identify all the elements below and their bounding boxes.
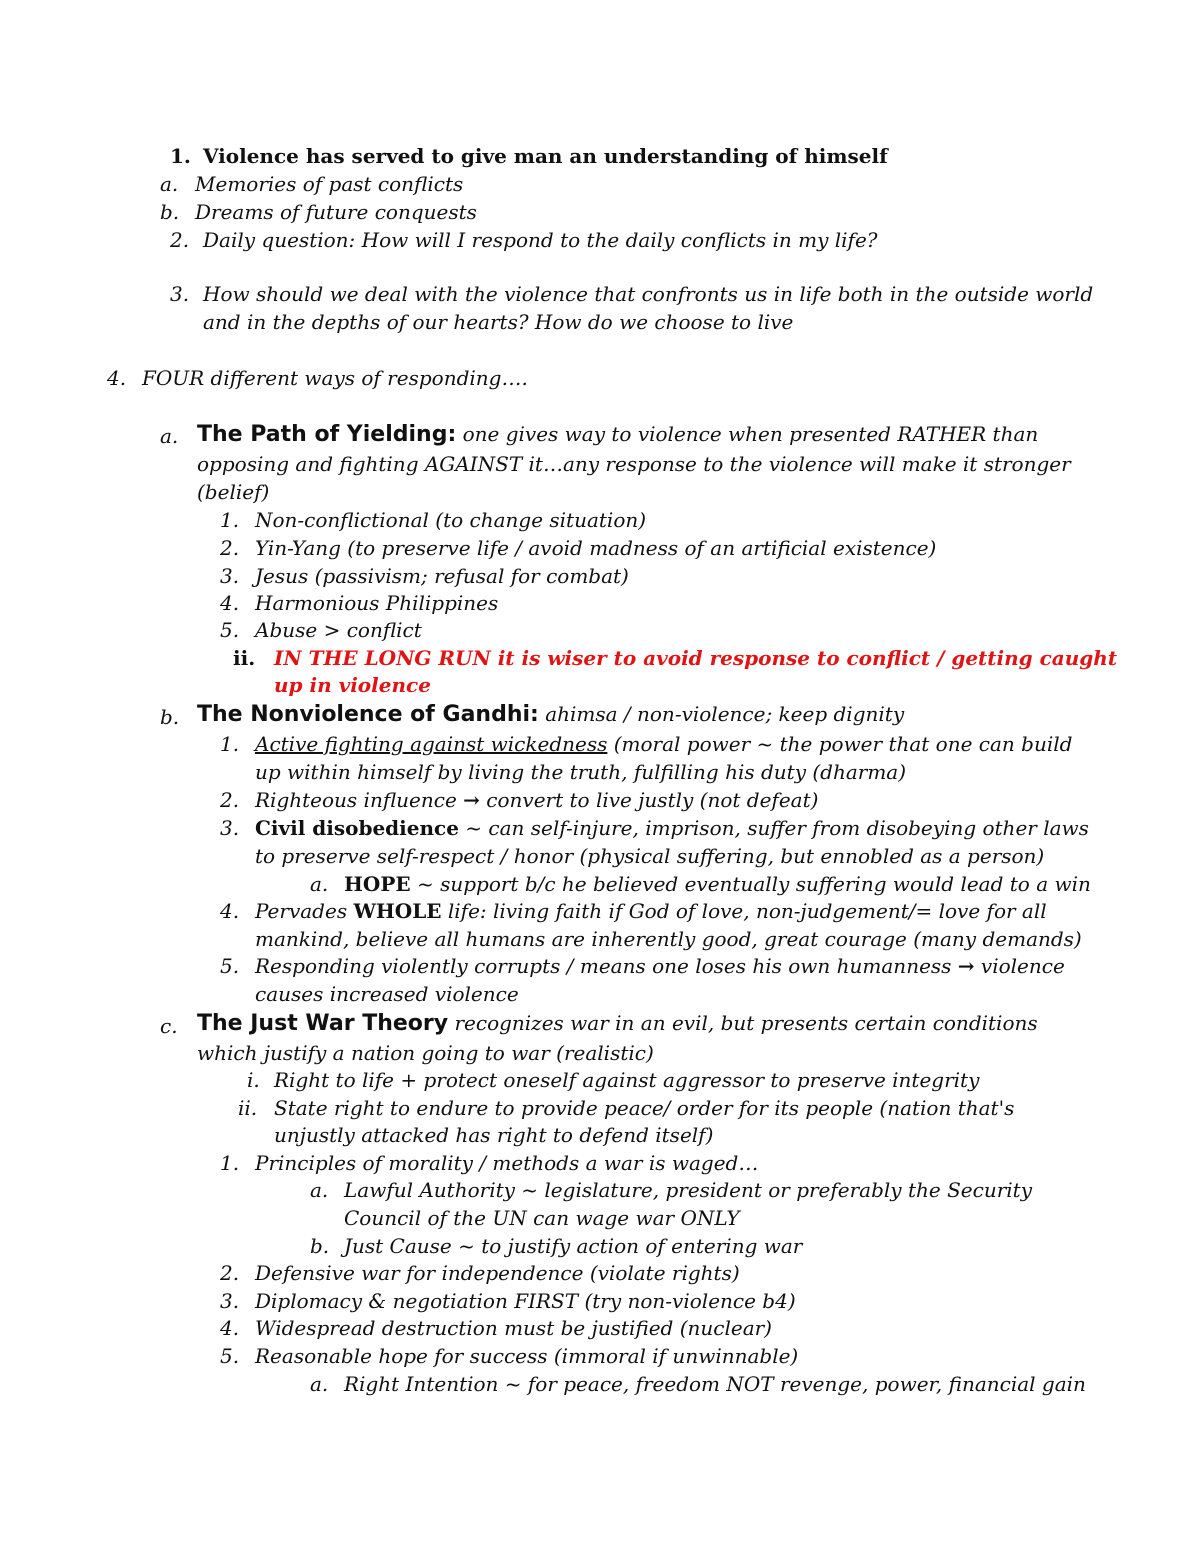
yielding-point-5-marker: 5. <box>220 618 240 642</box>
justwar-point-1a-line-1: Lawful Authority ~ legislature, president or preferably the Security <box>344 1178 1032 1202</box>
gandhi-point-1-marker: 1. <box>220 732 240 756</box>
item-2-text: Daily question: How will I respond to the daily conflicts in my life? <box>203 228 878 252</box>
gandhi-point-4-marker: 4. <box>220 899 240 923</box>
justwar-point-5-marker: 5. <box>220 1344 240 1368</box>
yielding-heading: The Path of Yielding: <box>197 422 457 447</box>
gandhi-point-3a-rest: ~ support b/c he believed eventually suffering would lead to a win <box>410 872 1091 896</box>
justwar-heading: The Just War Theory <box>197 1011 449 1036</box>
gandhi-point-5-marker: 5. <box>220 954 240 978</box>
gandhi-point-4-a: Pervades <box>255 899 354 923</box>
justwar-point-4-marker: 4. <box>220 1316 240 1340</box>
item-1b-text: Dreams of future conquests <box>195 200 477 224</box>
yielding-point-2-text: Yin-Yang (to preserve life / avoid madness of an artificial existence) <box>255 536 937 560</box>
gandhi-marker: b. <box>160 705 180 729</box>
yielding-note-line-1: IN THE LONG RUN it is wiser to avoid response to conflict / getting caught <box>274 646 1118 670</box>
right-arrow-icon: → <box>957 954 975 978</box>
yielding-line-3: (belief) <box>197 480 270 504</box>
gandhi-point-1-line-1 <box>255 731 1072 757</box>
gandhi-point-3a-text <box>344 871 1091 897</box>
yielding-marker: a. <box>160 424 179 448</box>
item-4-text: FOUR different ways of responding…. <box>142 366 528 390</box>
justwar-point-1a-marker: a. <box>310 1178 329 1202</box>
gandhi-point-3-bold: Civil disobedience <box>255 816 459 840</box>
item-3-line-1: How should we deal with the violence that confronts us in life both in the outside world <box>203 282 1094 306</box>
yielding-point-3-marker: 3. <box>220 564 240 588</box>
justwar-right-i-marker: i. <box>247 1068 260 1092</box>
yielding-point-4-text: Harmonious Philippines <box>255 591 499 615</box>
justwar-right-ii-line-1: State right to endure to provide peace/ order for its people (nation that's <box>274 1096 1015 1120</box>
item-4-marker: 4. <box>107 366 127 390</box>
justwar-point-3-marker: 3. <box>220 1289 240 1313</box>
gandhi-point-1-line-2: up within himself by living the truth, fulfilling his duty (dharma) <box>255 760 907 784</box>
gandhi-point-1-rest: (moral power ~ the power that one can build <box>607 732 1073 756</box>
justwar-point-5-text: Reasonable hope for success (immoral if unwinnable) <box>255 1344 799 1368</box>
item-1a-text: Memories of past conflicts <box>195 172 464 196</box>
justwar-point-2-marker: 2. <box>220 1261 240 1285</box>
gandhi-point-3a-marker: a. <box>310 872 329 896</box>
gandhi-point-2-b: convert to live justly (not defeat) <box>479 788 819 812</box>
gandhi-point-5-b: violence <box>974 954 1065 978</box>
gandhi-heading: The Nonviolence of Gandhi: <box>197 702 539 727</box>
justwar-point-1-marker: 1. <box>220 1151 240 1175</box>
item-1a-marker: a. <box>160 172 179 196</box>
gandhi-first-line <box>197 701 904 728</box>
item-3-marker: 3. <box>170 282 190 306</box>
gandhi-point-3-line-2: to preserve self-respect / honor (physical suffering, but ennobled as a person) <box>255 844 1045 868</box>
justwar-line-1: recognizes war in an evil, but presents certain conditions <box>448 1011 1038 1035</box>
justwar-point-1-text: Principles of morality / methods a war is waged… <box>255 1151 759 1175</box>
gandhi-point-4-line-1 <box>255 898 1047 924</box>
justwar-right-ii-line-2: unjustly attacked has right to defend itself) <box>274 1123 714 1147</box>
yielding-line-1: one gives way to violence when presented RATHER than <box>462 422 1039 446</box>
yielding-point-1-text: Non-conflictional (to change situation) <box>255 508 647 532</box>
justwar-point-3-text: Diplomacy & negotiation FIRST (try non-violence b4) <box>255 1289 796 1313</box>
item-1-text: Violence has served to give man an understanding of himself <box>203 144 888 168</box>
gandhi-point-4-line-2: mankind, believe all humans are inherently good, great courage (many demands) <box>255 927 1082 951</box>
gandhi-point-3-line-1 <box>255 815 1089 841</box>
gandhi-point-2-marker: 2. <box>220 788 240 812</box>
yielding-point-5-text: Abuse > conflict <box>255 618 422 642</box>
gandhi-point-4-bold: WHOLE <box>353 899 442 923</box>
justwar-point-1b-text: Just Cause ~ to justify action of entering war <box>344 1234 803 1258</box>
justwar-point-2-text: Defensive war for independence (violate rights) <box>255 1261 740 1285</box>
yielding-first-line <box>197 421 1038 448</box>
gandhi-point-3-rest: ~ can self-injure, imprison, suffer from disobeying other laws <box>458 816 1089 840</box>
justwar-line-2: which justify a nation going to war (realistic) <box>197 1041 654 1065</box>
justwar-right-i-text: Right to life + protect oneself against aggressor to preserve integrity <box>274 1068 980 1092</box>
item-1-marker: 1. <box>170 144 191 168</box>
gandhi-point-2-text <box>255 787 818 813</box>
gandhi-point-4-b: life: living faith if God of love, non-judgement/= love for all <box>441 899 1047 923</box>
item-1b-marker: b. <box>160 200 180 224</box>
justwar-right-ii-marker: ii. <box>238 1096 258 1120</box>
gandhi-point-3a-bold: HOPE <box>344 872 411 896</box>
justwar-point-5a-marker: a. <box>310 1372 329 1396</box>
yielding-point-1-marker: 1. <box>220 508 240 532</box>
yielding-point-2-marker: 2. <box>220 536 240 560</box>
gandhi-point-5-line-2: causes increased violence <box>255 982 519 1006</box>
yielding-note-line-2: up in violence <box>274 673 431 697</box>
justwar-point-1a-line-2: Council of the UN can wage war ONLY <box>344 1206 740 1230</box>
gandhi-point-5-line-1 <box>255 953 1065 979</box>
gandhi-point-2-a: Righteous influence <box>255 788 464 812</box>
gandhi-point-3-marker: 3. <box>220 816 240 840</box>
item-3-line-2: and in the depths of our hearts? How do we choose to live <box>203 310 794 334</box>
justwar-point-1b-marker: b. <box>310 1234 330 1258</box>
yielding-note-marker: ii. <box>233 646 256 670</box>
gandhi-point-5-a: Responding violently corrupts / means one loses his own humanness <box>255 954 958 978</box>
justwar-marker: c. <box>160 1014 178 1038</box>
yielding-point-3-text: Jesus (passivism; refusal for combat) <box>255 564 629 588</box>
justwar-point-5a-text: Right Intention ~ for peace, freedom NOT revenge, power, financial gain <box>344 1372 1086 1396</box>
right-arrow-icon: → <box>463 788 480 812</box>
gandhi-subtitle: ahimsa / non-violence; keep dignity <box>545 702 905 726</box>
justwar-first-line <box>197 1010 1038 1037</box>
justwar-point-4-text: Widespread destruction must be justified (nuclear) <box>255 1316 772 1340</box>
item-2-marker: 2. <box>170 228 190 252</box>
gandhi-point-1-underlined: Active fighting against wickedness <box>255 732 608 756</box>
yielding-point-4-marker: 4. <box>220 591 240 615</box>
yielding-line-2: opposing and fighting AGAINST it…any response to the violence will make it stronger <box>197 452 1071 476</box>
